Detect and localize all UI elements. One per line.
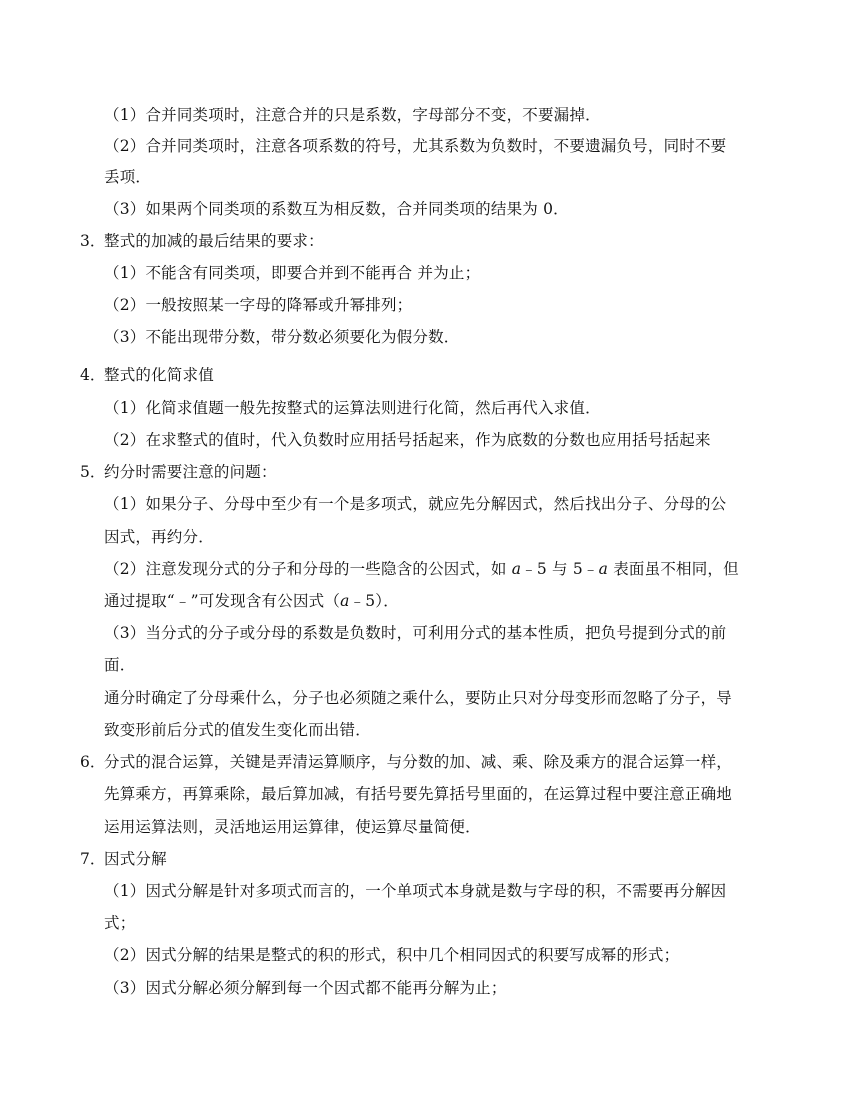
text-line: 致变形前后分式的值发生变化而出错．: [104, 721, 371, 739]
text-line: 先算乘方，再算乘除，最后算加减，有括号要先算括号里面的，在运算过程中要注意正确地: [104, 785, 733, 803]
text-line: （3）因式分解必须分解到每一个因式都不能再分解为止；: [104, 979, 507, 997]
text-line-with-variables: [104, 591, 399, 611]
text-line: （1）因式分解是针对多项式而言的，一个单项式本身就是数与字母的积，不需要再分解因: [104, 882, 727, 900]
text-segment: 通过提取“﹣”可发现含有公因式（: [104, 592, 341, 610]
text-line: 分式的混合运算，关键是弄清运算顺序，与分数的加、减、乘、除及乘方的混合运算一样，: [104, 753, 733, 771]
section-heading: 约分时需要注意的问题：: [104, 463, 277, 481]
variable-a: a: [511, 560, 522, 578]
text-line: （2）一般按照某一字母的降幂或升幂排列；: [104, 296, 413, 314]
text-line: （3）如果两个同类项的系数互为相反数，合并同类项的结果为 0．: [104, 200, 569, 218]
text-segment: （2）注意发现分式的分子和分母的一些隐含的公因式，如: [104, 560, 512, 578]
text-line-with-variables: [104, 559, 739, 579]
text-segment: ﹣5 与 5﹣: [521, 560, 599, 578]
text-line: 丢项．: [104, 168, 152, 186]
text-line: （1）化简求值题一般先按整式的运算法则进行化简，然后再代入求值．: [104, 399, 601, 417]
text-segment: 表面虽不相同，但: [608, 560, 739, 578]
text-line: （3）不能出现带分数，带分数必须要化为假分数．: [104, 328, 460, 346]
text-line: 因式，再约分．: [104, 528, 214, 546]
text-line: （1）不能含有同类项，即要合并到不能再合 并为止；: [104, 264, 481, 282]
item-number: 4．: [80, 366, 106, 384]
item-number: 3．: [80, 232, 106, 250]
text-line: （3）当分式的分子或分母的系数是负数时，可利用分式的基本性质，把负号提到分式的前: [104, 624, 727, 642]
item-number: 7．: [80, 850, 106, 868]
section-heading: 整式的化简求值: [104, 366, 214, 384]
text-segment: ﹣5）．: [349, 592, 399, 610]
item-number: 6．: [80, 753, 106, 771]
text-line: （1）如果分子、分母中至少有一个是多项式，就应先分解因式，然后找出分子、分母的公: [104, 495, 727, 513]
text-line: （1）合并同类项时，注意合并的只是系数，字母部分不变，不要漏掉．: [104, 106, 601, 124]
section-heading: 因式分解: [104, 850, 167, 868]
section-heading: 整式的加减的最后结果的要求：: [104, 232, 324, 250]
text-line: 面．: [104, 656, 136, 674]
variable-a: a: [598, 560, 609, 578]
text-line: （2）在求整式的值时，代入负数时应用括号括起来，作为底数的分数也应用括号括起来: [104, 431, 711, 449]
text-line: 运用运算法则，灵活地运用运算律，使运算尽量简便．: [104, 818, 481, 836]
variable-a: a: [340, 592, 350, 610]
item-number: 5．: [80, 463, 106, 481]
text-line: （2）合并同类项时，注意各项系数的符号，尤其系数为负数时，不要遗漏负号，同时不要: [104, 137, 727, 155]
text-line: （2）因式分解的结果是整式的积的形式，积中几个相同因式的积要写成幂的形式；: [104, 946, 680, 964]
text-line: 式；: [104, 914, 136, 932]
text-line: 通分时确定了分母乘什么，分子也必须随之乘什么，要防止只对分母变形而忽略了分子，导: [104, 689, 733, 707]
